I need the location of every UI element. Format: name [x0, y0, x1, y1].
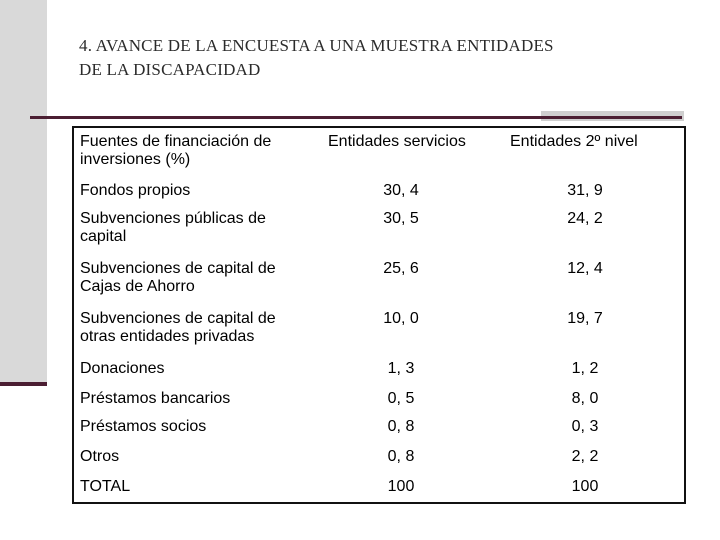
- row-label: Fondos propios: [80, 182, 191, 199]
- row-value-segundo-nivel: 1, 2: [571, 360, 599, 377]
- row-value-servicios: 100: [387, 478, 415, 495]
- row-label: Subvenciones de capital de Cajas de Ahorro: [80, 260, 276, 295]
- header-funding-sources: Fuentes de financiación de inversiones (%): [80, 133, 272, 168]
- row-label: Donaciones: [80, 360, 165, 377]
- table-row: [73, 179, 685, 207]
- row-value-segundo-nivel: 100: [571, 478, 599, 495]
- row-value-servicios: 0, 8: [387, 448, 415, 465]
- row-label: Préstamos socios: [80, 418, 207, 435]
- row-label: Subvenciones públicas de capital: [80, 210, 266, 245]
- row-value-segundo-nivel: 12, 4: [567, 260, 603, 277]
- row-value-servicios: 25, 6: [383, 260, 419, 277]
- header-second-level-entities: Entidades 2º nivel: [510, 133, 638, 150]
- table-row: [73, 387, 685, 415]
- row-value-servicios: 30, 5: [383, 210, 419, 227]
- table-row: [73, 415, 685, 445]
- table-row: [73, 207, 685, 257]
- slide-title: [79, 34, 699, 82]
- row-value-servicios: 1, 3: [387, 360, 415, 377]
- row-label: Subvenciones de capital de otras entidades privadas: [80, 310, 276, 345]
- row-value-segundo-nivel: 2, 2: [571, 448, 599, 465]
- row-label: Préstamos bancarios: [80, 390, 231, 407]
- row-value-servicios: 30, 4: [383, 182, 419, 199]
- table-row: [73, 445, 685, 475]
- row-value-servicios: 0, 8: [387, 418, 415, 435]
- row-value-segundo-nivel: 24, 2: [567, 210, 603, 227]
- table-row: [73, 307, 685, 357]
- row-value-segundo-nivel: 19, 7: [567, 310, 603, 327]
- left-decorative-band: [0, 0, 47, 384]
- row-value-segundo-nivel: 0, 3: [571, 418, 599, 435]
- row-label: TOTAL: [80, 478, 131, 495]
- row-value-servicios: 0, 5: [387, 390, 415, 407]
- header-service-entities: Entidades servicios: [328, 133, 466, 150]
- table-row: [73, 257, 685, 307]
- row-value-servicios: 10, 0: [383, 310, 419, 327]
- table-row-total: [73, 475, 685, 503]
- financing-table: [72, 126, 686, 504]
- row-label: Otros: [80, 448, 120, 465]
- row-value-segundo-nivel: 31, 9: [567, 182, 603, 199]
- row-value-segundo-nivel: 8, 0: [571, 390, 599, 407]
- table-row: [73, 357, 685, 387]
- title-rule: [30, 116, 682, 119]
- left-band-divider: [0, 382, 47, 386]
- table-header-row: [73, 127, 685, 179]
- title-line-2: DE LA DISCAPACIDAD: [79, 60, 261, 79]
- title-line-1: 4. AVANCE DE LA ENCUESTA A UNA MUESTRA ENTIDADES: [79, 36, 554, 55]
